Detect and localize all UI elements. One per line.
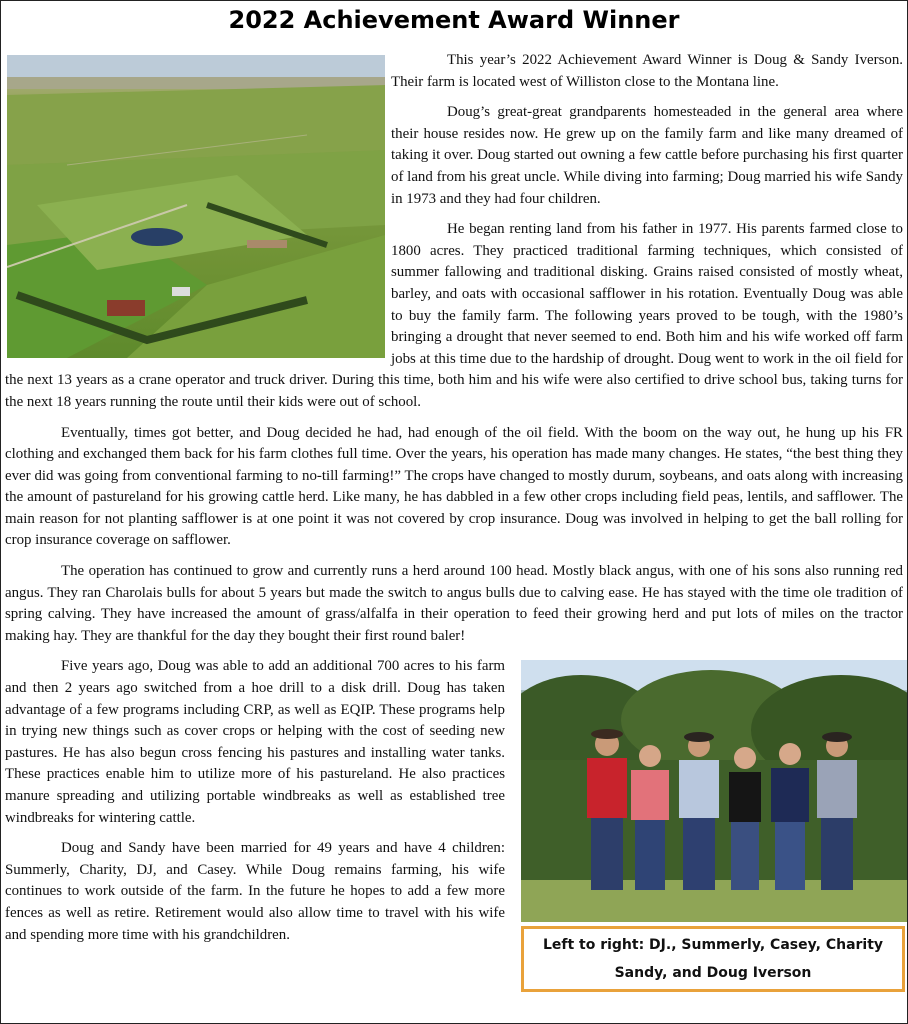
caption-line-2: Sandy, and Doug Iverson [614, 965, 812, 982]
paragraph-1: This year’s 2022 Achievement Award Winner is Doug & Sandy Iverson. Their farm is located west of Williston close to the Montana line. [391, 52, 903, 90]
caption-line-1: Left to right: DJ., Summerly, Casey, Charity [542, 937, 884, 954]
paragraph-6: Five years ago, Doug was able to add an additional 700 acres to his farm and then 2 years ago switched from a hoe drill to a disk drill. Doug has taken advantage of a few programs including CRP, as well as EQIP. These programs help in trying new things such as cover crops or helping with the cost of seeding new pastures. He has also begun cross fencing his pastures and installing water tanks. These practices enable him to utilize more of his pastureland. He also practices manure spreading and utilizing portable windbreaks as well as established tree windbreaks for wintering cattle. [5, 658, 505, 826]
article-body [5, 50, 903, 992]
paragraph-5: The operation has continued to grow and currently runs a herd around 100 head. Mostly black angus, with one of his sons also running red angus. They ran Charolais bulls for about 5 years but made the switch to angus bulls due to calving ease. He has stayed with the time ole tradition of spring calving. They have increased the amount of grass/alfalfa in their operation to feed their growing herd and put lots of miles on the tractor making hay. They are thankful for the day they bought their first round baler! [5, 563, 903, 644]
paragraph-3: He began renting land from his father in 1977. His parents farmed close to 1800 acres. They practiced traditional farming techniques, which consisted of summer fallowing and traditional disking. Grains raised consisted of mostly wheat, barley, and oats with occasional safflower in his rotation. Eventually Doug was able to buy the family farm. The following years proved to be tough, with the 1980’s bringing a drought that never seemed to end. Both him and his wife worked off farm jobs at this time due to the hardship of drought. Doug went to work in the oil field for the next 13 years as a crane operator and truck driver. During this time, both him and his wife were also certified to drive school bus, taking turns for the next 18 years running the route until their kids were out of school. [5, 221, 903, 410]
aerial-farm-photo [7, 55, 385, 358]
family-photo-block [521, 660, 907, 992]
paragraph-7: Doug and Sandy have been married for 49 years and have 4 children: Summerly, Charity, DJ, and Casey. While Doug remains farming, his wife continues to work outside of the farm. In the future he hopes to add a few more fences as well as retire. Retirement would also allow time to travel with his wife and spending more time with his grandchildren. [5, 840, 505, 943]
paragraph-2: Doug’s great-great grandparents homesteaded in the general area where their house resides now. He grew up on the family farm and like many dreamed of taking it over. Doug started out owning a few cattle before purchasing his first quarter of land from his great uncle. While diving into farming; Doug married his wife Sandy in 1973 and they had four children. [391, 104, 903, 207]
paragraph-4: Eventually, times got better, and Doug decided he had, had enough of the oil field. With the boom on the way out, he hung up his FR clothing and exchanged them back for his farm clothes full time. Over the years, his operation has made many changes. He states, “the best thing they ever did was going from conventional farming to no-till farming!” The crops have changed to mostly durum, soybeans, and oats along with increasing the amount of pastureland for his growing cattle herd. Like many, he has dabbled in a few other crops including field peas, lentils, and safflower. The main reason for not planting safflower is at one point it was not covered by crop insurance. Doug was involved in helping to get the ball rolling for crop insurance coverage on safflower. [5, 424, 903, 549]
family-photo [521, 660, 907, 922]
page-title: 2022 Achievement Award Winner [228, 6, 680, 34]
photo-caption [521, 926, 905, 992]
